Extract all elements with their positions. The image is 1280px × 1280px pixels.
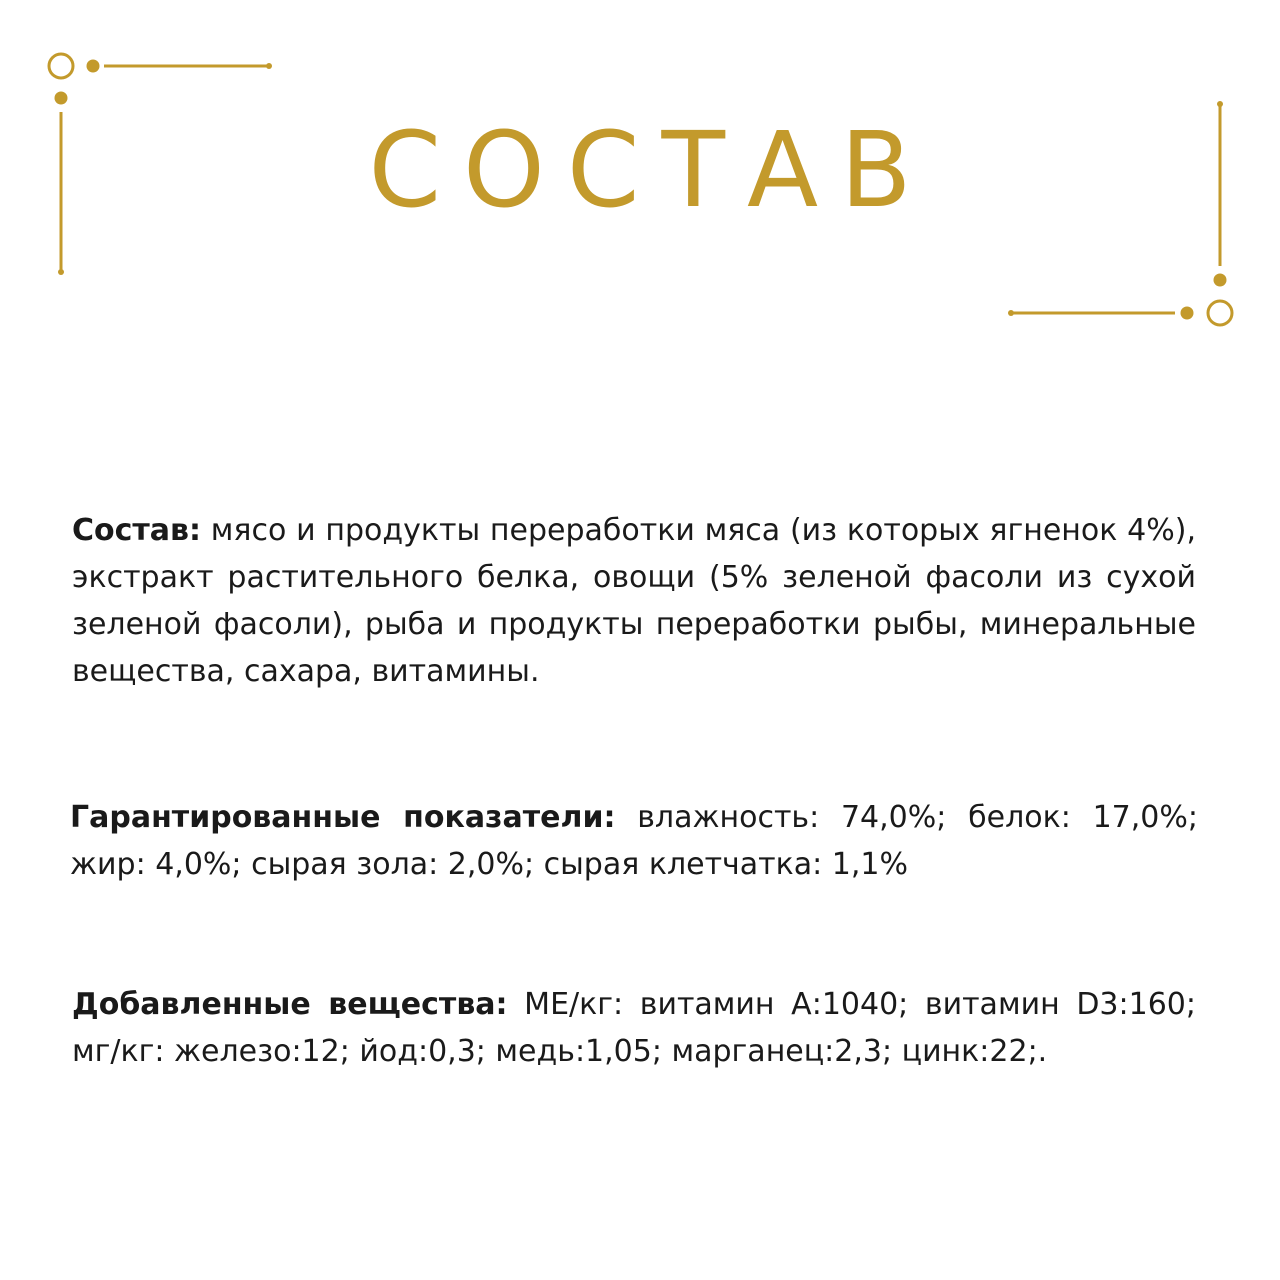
composition-text: мясо и продукты переработки мяса (из которых ягненок 4%), экстракт растительного белка, овощи (5% зеленой фасоли из сухой зеленой фасоли), рыба и продукты переработки рыбы, минеральные вещества, сахара, витамины. [72, 513, 1196, 689]
additives-text: МЕ/кг: витамин А:1040; витамин D3:160; мг/кг: железо:12; йод:0,3; медь:1,05; марганец:2,3; цинк:22;. [72, 987, 1196, 1069]
ornament-dot-top-left-horizontal [87, 60, 100, 73]
page-title: СОСТАВ [368, 109, 934, 231]
composition-label: Состав: [72, 513, 202, 548]
additives-paragraph [72, 981, 1196, 1075]
ornament-dot-top-left-vertical [55, 92, 68, 105]
guaranteed-values-label: Гарантированные показатели: [70, 800, 616, 835]
ornament-ring-top-left [49, 54, 73, 78]
ornament-dot-bottom-right-vertical [1214, 274, 1227, 287]
ornament-dot-bottom-right-end [1008, 310, 1014, 316]
ornament-dot-bottom-right-horizontal [1181, 307, 1194, 320]
ornament-dot-right-end [1217, 101, 1223, 107]
ornament-ring-bottom-right [1208, 301, 1232, 325]
guaranteed-values-paragraph [70, 794, 1198, 888]
ornament-dot-top-left-end [266, 63, 272, 69]
additives-label: Добавленные вещества: [72, 987, 508, 1022]
composition-paragraph [72, 507, 1196, 695]
guaranteed-values-text: влажность: 74,0%; белок: 17,0%; жир: 4,0%; сырая зола: 2,0%; сырая клетчатка: 1,1% [70, 800, 1199, 882]
ornament-dot-left-end [58, 269, 64, 275]
